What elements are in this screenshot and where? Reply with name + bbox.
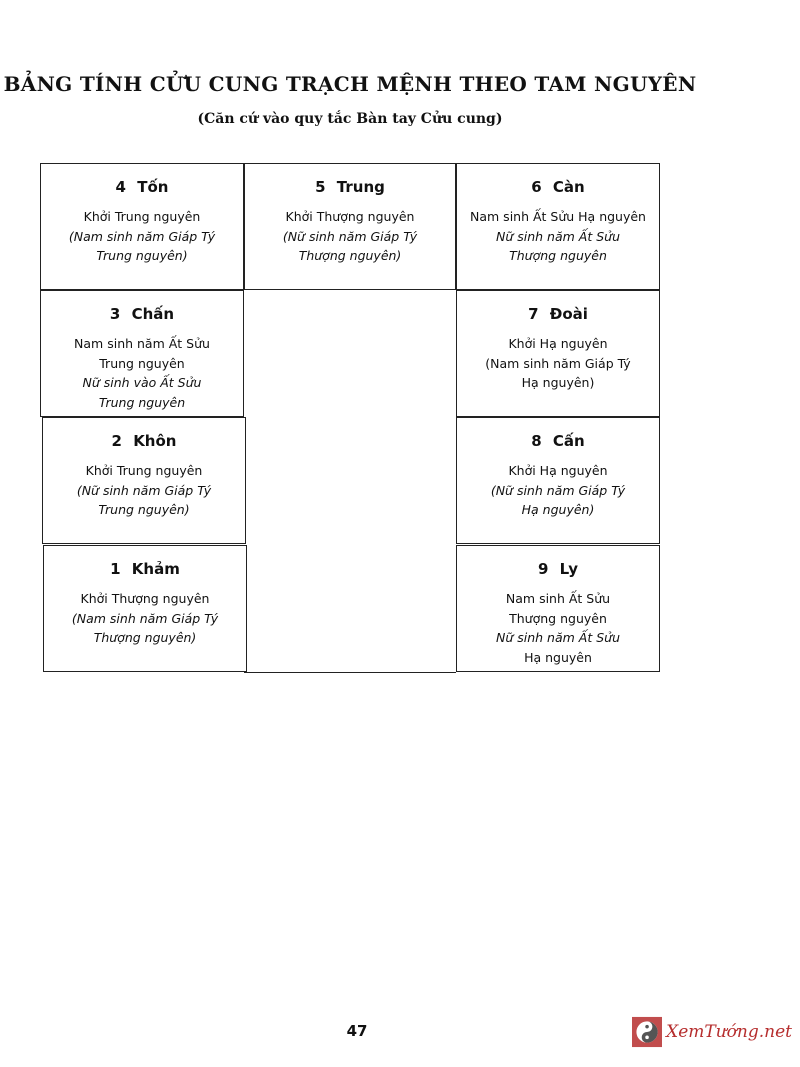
palace-name: Khảm xyxy=(131,560,180,578)
palace-number: 2 xyxy=(111,432,122,450)
palace-text-line: Khởi Thượng nguyên xyxy=(80,591,210,606)
palace-number: 8 xyxy=(531,432,542,450)
palace-text-line: (Nam sinh năm Giáp Tý xyxy=(68,228,216,244)
palace-text-line: (Nữ sinh năm Giáp Tý xyxy=(76,482,212,498)
palace-number: 5 xyxy=(315,178,326,196)
palace-text-line: Khởi Trung nguyên xyxy=(83,209,201,224)
palace-number: 1 xyxy=(110,560,121,578)
palace-text-line: Khởi Hạ nguyên xyxy=(508,336,608,351)
palace-text-line: Thượng nguyên xyxy=(509,248,607,263)
palace-heading xyxy=(44,560,246,578)
palace-text-line: Hạ nguyên) xyxy=(521,502,595,517)
palace-heading xyxy=(457,432,659,450)
palace-text-line: Nữ sinh năm Ất Sửu xyxy=(496,630,620,645)
palace-text-line: Trung nguyên xyxy=(98,394,186,410)
palace-text-line: Nữ sinh vào Ất Sửu xyxy=(82,375,202,390)
palace-text-line: Nam sinh Ất Sửu Hạ nguyên xyxy=(470,209,646,224)
palace-number: 7 xyxy=(528,305,539,323)
palace-text-line: Khởi Hạ nguyên xyxy=(508,463,608,478)
palace-name: Tốn xyxy=(137,178,169,196)
page-number: 47 xyxy=(346,1022,368,1040)
palace-name: Càn xyxy=(552,178,585,196)
palace-name: Ly xyxy=(559,560,578,578)
page-subtitle: (Căn cứ vào quy tắc Bàn tay Cửu cung) xyxy=(197,111,503,127)
palace-cell-trung xyxy=(244,163,456,290)
palace-number: 9 xyxy=(538,560,549,578)
palace-text-line: Trung nguyên) xyxy=(96,248,188,263)
palace-number: 3 xyxy=(109,305,121,323)
palace-text-line: Khởi Thượng nguyên xyxy=(285,209,415,224)
palace-text-line: Khởi Trung nguyên xyxy=(85,463,203,478)
page-title: BẢNG TÍNH CỬU CUNG TRẠCH MỆNH THEO TAM NGUYÊN xyxy=(3,72,697,96)
palace-number: 6 xyxy=(531,178,542,196)
palace-cell-doai xyxy=(456,290,660,417)
palace-heading xyxy=(41,178,243,196)
palace-text-line: Thượng nguyên) xyxy=(298,248,402,263)
palace-heading xyxy=(245,178,455,196)
palace-text-line: Hạ nguyên xyxy=(524,649,592,665)
palace-heading xyxy=(457,305,659,323)
palace-text-line: Nam sinh Ất Sửu xyxy=(505,591,611,606)
palace-name: Trung xyxy=(336,178,385,196)
palace-cell-ton xyxy=(40,163,244,290)
palace-heading xyxy=(457,178,659,196)
palace-name: Đoài xyxy=(549,305,588,323)
nine-palace-table xyxy=(40,163,660,673)
palace-text-line: (Nữ sinh năm Giáp Tý xyxy=(490,482,626,498)
palace-cell-khon xyxy=(42,417,246,544)
palace-text-line: Thượng nguyên) xyxy=(93,630,197,645)
palace-cell-chan xyxy=(40,290,244,417)
palace-text-line: Thượng nguyên xyxy=(509,610,607,626)
palace-name: Khôn xyxy=(133,432,177,450)
palace-heading xyxy=(457,560,659,578)
palace-text-line: (Nam sinh năm Giáp Tý xyxy=(71,610,219,626)
site-watermark xyxy=(632,1012,792,1052)
empty-center-area xyxy=(244,290,456,673)
palace-text-line: Trung nguyên) xyxy=(98,502,190,517)
palace-cell-kham xyxy=(43,545,247,672)
palace-name: Cấn xyxy=(552,432,585,450)
palace-text-line: Hạ nguyên) xyxy=(521,375,595,390)
watermark-text: XemTướng.net xyxy=(666,1022,792,1042)
yin-yang-icon xyxy=(632,1015,662,1049)
palace-cell-ly xyxy=(456,545,660,672)
palace-name: Chấn xyxy=(131,305,175,323)
palace-cell-can-mountain xyxy=(456,417,660,544)
palace-cell-can xyxy=(456,163,660,290)
palace-text-line: Nữ sinh năm Ất Sửu xyxy=(496,228,620,244)
palace-heading xyxy=(41,305,243,323)
palace-heading xyxy=(43,432,245,450)
palace-text-line: Trung nguyên xyxy=(99,355,185,371)
palace-text-line: Nam sinh năm Ất Sửu xyxy=(74,336,210,351)
palace-number: 4 xyxy=(115,178,126,196)
palace-text-line: (Nam sinh năm Giáp Tý xyxy=(485,355,631,371)
palace-text-line: (Nữ sinh năm Giáp Tý xyxy=(282,228,418,244)
